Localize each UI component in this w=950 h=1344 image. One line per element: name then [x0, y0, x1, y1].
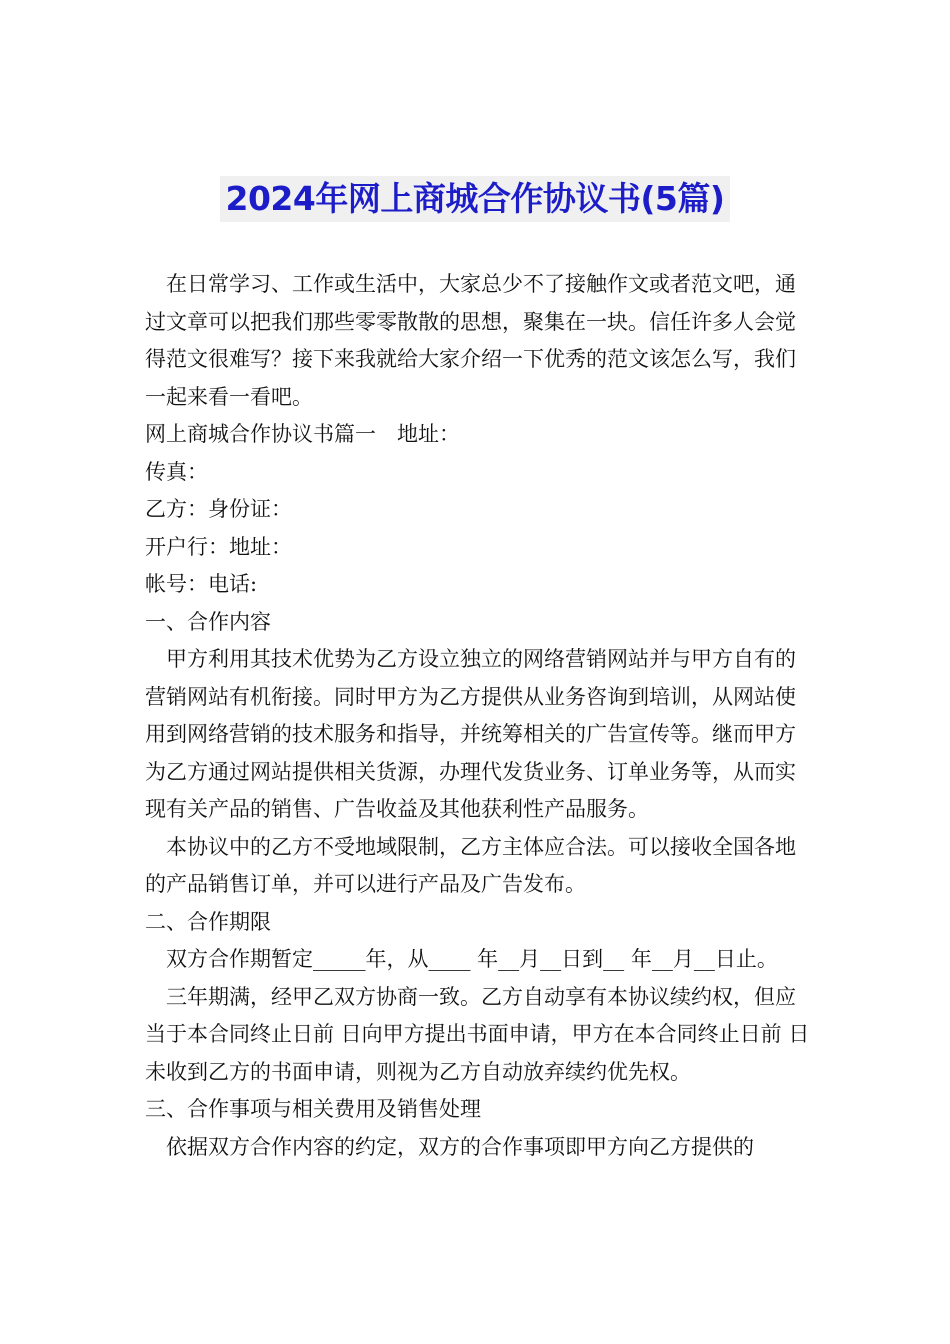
document-title-block — [0, 176, 950, 224]
field-party-b-id: 乙方：身份证： — [145, 497, 292, 521]
paragraph-cooperation-matters: 依据双方合作内容的约定，双方的合作事项即甲方向乙方提供的 — [166, 1134, 754, 1159]
paragraph-renewal: 三年期满，经甲乙双方协商一致。乙方自动享有本协议续约权，但应当于本合同终止日前 日向甲方提出书面申请，甲方在本合同终止日前 日未收到乙方的书面申请，则视为乙方自动放弃续约优先权。 — [145, 984, 810, 1084]
field-bank-address: 开户行：地址： — [145, 534, 292, 559]
section-heading-article-one: 网上商城合作协议书篇一 地址： — [145, 422, 460, 446]
field-account-phone: 帐号：电话: — [145, 572, 258, 596]
heading-cooperation-term: 二、合作期限 — [145, 909, 271, 934]
field-fax: 传真： — [145, 459, 208, 484]
paragraph-term-dates: 双方合作期暂定_____年，从____ 年__月__日到__ 年__月__日止。 — [166, 947, 778, 971]
paragraph-party-b-scope: 本协议中的乙方不受地域限制，乙方主体应合法。可以接收全国各地的产品销售订单，并可以进行产品及广告发布。 — [145, 834, 796, 896]
heading-cooperation-matters: 三、合作事项与相关费用及销售处理 — [145, 1097, 481, 1121]
paragraph-cooperation-content: 甲方利用其技术优势为乙方设立独立的网络营销网站并与甲方自有的营销网站有机衔接。同时甲方为乙方提供从业务咨询到培训，从网站使用到网络营销的技术服务和指导，并统筹相关的广告宣传等。继而甲方为乙方通过网站提供相关货源，办理代发货业务、订单业务等，从而实现有关产品的销售、广告收益及其他获利性产品服务。 — [145, 647, 796, 821]
intro-paragraph: 在日常学习、工作或生活中，大家总少不了接触作文或者范文吧，通过文章可以把我们那些零零散散的思想，聚集在一块。信任许多人会觉得范文很难写？接下来我就给大家介绍一下优秀的范文该怎么写，我们一起来看一看吧。 — [145, 272, 796, 409]
document-title: 2024年网上商城合作协议书(5篇) — [220, 176, 731, 222]
heading-cooperation-content: 一、合作内容 — [145, 609, 271, 634]
document-body — [145, 266, 815, 1166]
